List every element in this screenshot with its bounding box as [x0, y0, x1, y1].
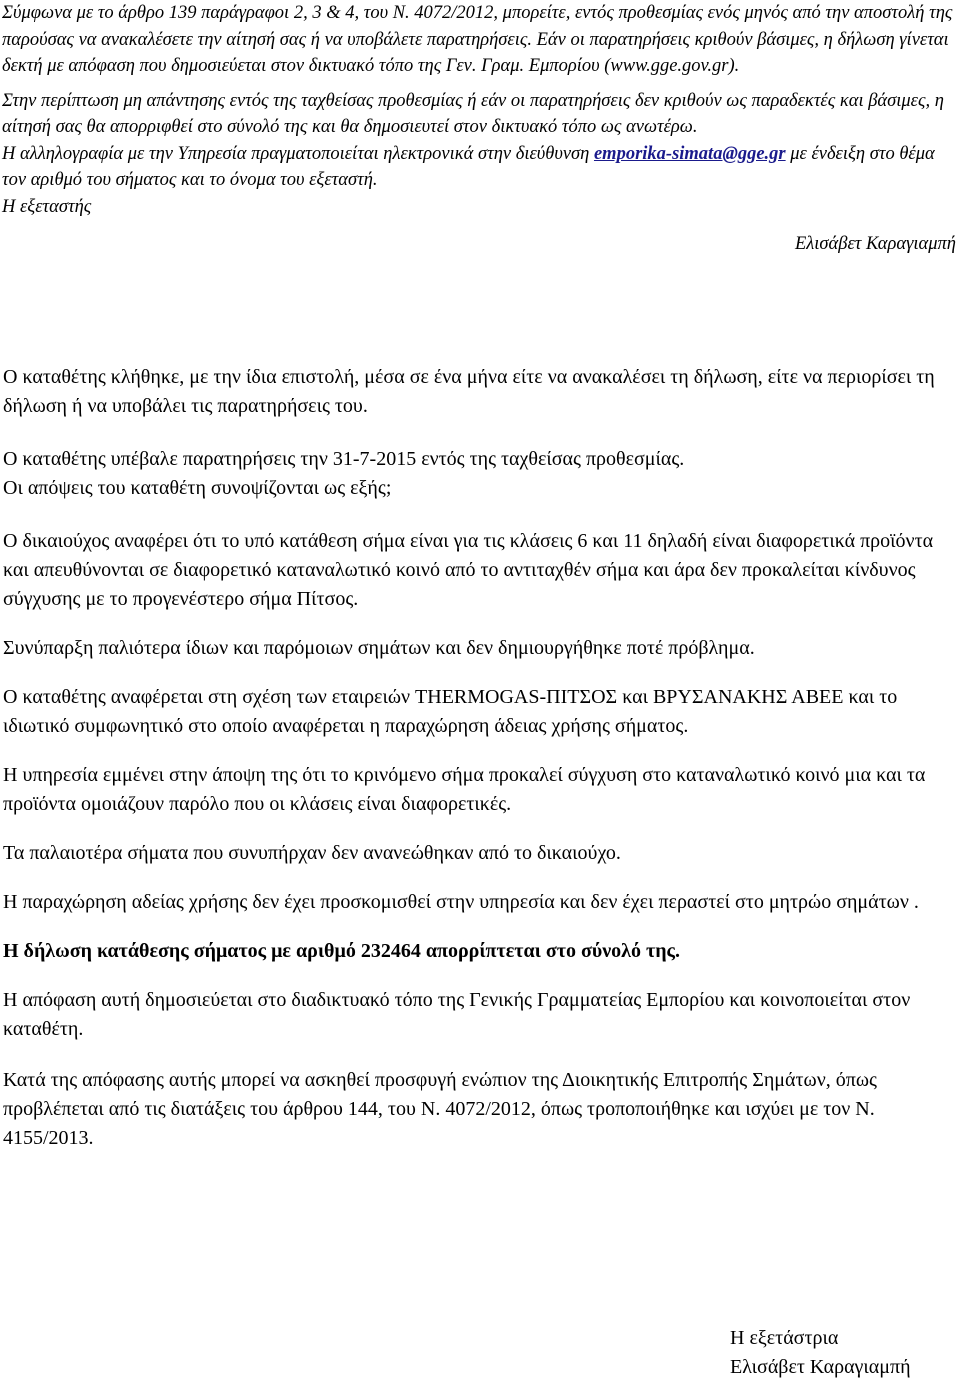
decision-paragraph: Ο καταθέτης αναφέρεται στη σχέση των εταιρειών THERMOGAS-ΠΙΤΣΟΣ και ΒΡΥΣΑΝΑΚΗΣ ΑΒΕΕ και το ιδιωτικό συμφωνητικό στο οποίο αναφέρεται η παραχώρηση άδειας χρήσης σήματος.: [3, 686, 898, 737]
notice-paragraph-1: Σύμφωνα με το άρθρο 139 παράγραφοι 2, 3 & 4, του Ν. 4072/2012, μπορείτε, εντός προθεσμίας ενός μηνός από την αποστολή της παρούσας να ανακαλέσετε την αίτησή σας ή να υποβάλετε παρατηρήσεις. Εάν οι παρατηρήσεις κριθούν βάσιμες, η δήλωση γίνεται δεκτή με απόφαση που δημοσιεύεται στον δικτυακό τόπο της Γεν. Γραμ. Εμπορίου (www.gge.gov.gr).: [2, 3, 953, 76]
decision-paragraph: Η υπηρεσία εμμένει στην άποψη της ότι το κρινόμενο σήμα προκαλεί σύγχυση στο καταναλωτικό κοινό μια και τα προϊόντα ομοιάζουν παρόλο που οι κλάσεις είναι διαφορετικές.: [3, 764, 926, 815]
decision-paragraph: Οι απόψεις του καταθέτη συνοψίζονται ως εξής;: [3, 477, 392, 499]
decision-paragraph: Η παραχώρηση αδείας χρήσης δεν έχει προσκομισθεί στην υπηρεσία και δεν έχει περαστεί στο μητρώο σημάτων .: [3, 891, 919, 913]
email-link[interactable]: emporika-simata@gge.gr: [593, 143, 786, 164]
examiner-name: Ελισάβετ Καραγιαμπή: [794, 234, 956, 254]
signature-title: Η εξετάστρια: [730, 1327, 839, 1349]
decision-paragraph: Τα παλαιοτέρα σήματα που συνυπήρχαν δεν ανανεώθηκαν από το δικαιούχο.: [3, 842, 621, 864]
signature-block: [730, 1324, 911, 1382]
decision-paragraph: Κατά της απόφασης αυτής μπορεί να ασκηθεί προσφυγή ενώπιον της Διοικητικής Επιτροπής Σημάτων, όπως προβλέπεται από τις διατάξεις του άρθρου 144, του Ν. 4072/2012, όπως τροποποιήθηκε και ισχύει με τον Ν. 4155/2013.: [3, 1069, 877, 1149]
decision-verdict: Η δήλωση κατάθεσης σήματος με αριθμό 232464 απορρίπτεται στο σύνολό της.: [3, 940, 680, 962]
notice-block: [0, 0, 960, 258]
decision-paragraph: Ο καταθέτης κλήθηκε, με την ίδια επιστολή, μέσα σε ένα μήνα είτε να ανακαλέσει τη δήλωση, είτε να περιορίσει τη δήλωση ή να υποβάλει τις παρατηρήσεις του.: [3, 366, 935, 417]
decision-paragraph: Συνύπαρξη παλιότερα ίδιων και παρόμοιων σημάτων και δεν δημιουργήθηκε ποτέ πρόβλημα.: [3, 637, 755, 659]
decision-paragraph: Ο δικαιούχος αναφέρει ότι το υπό κατάθεση σήμα είναι για τις κλάσεις 6 και 11 δηλαδή είναι διαφορετικά προϊόντα και απευθύνονται σε διαφορετικό καταναλωτικό κοινό από το αντιταχθέν σήμα και άρα δεν προκαλείται κίνδυνος σύγχυσης με το προγενέστερο σήμα Πίτσος.: [3, 530, 934, 610]
decision-paragraph: Η απόφαση αυτή δημοσιεύεται στο διαδικτυακό τόπο της Γενικής Γραμματείας Εμπορίου και κοινοποιείται στον καταθέτη.: [3, 989, 911, 1040]
examiner-label: Η εξεταστής: [2, 196, 92, 217]
correspondence-prefix: Η αλληλογραφία με την Υπηρεσία πραγματοποιείται ηλεκτρονικά στην διεύθυνση: [2, 143, 594, 164]
notice-paragraph-2: Στην περίπτωση μη απάντησης εντός της ταχθείσας προθεσμίας ή εάν οι παρατηρήσεις δεν κριθούν ως παραδεκτές και βάσιμες, η αίτησή σας θα απορριφθεί στο σύνολό της και θα δημοσιευτεί στον δικτυακό τόπο ως ανωτέρω.: [2, 90, 944, 137]
decision-block: [0, 363, 960, 1153]
signature-name: Ελισάβετ Καραγιαμπή: [730, 1356, 911, 1378]
correspondence-paragraph: [2, 141, 956, 194]
correspondence-suffix: με ένδειξη στο θέμα τον αριθμό του σήματος και το όνομα του εξεταστή.: [2, 143, 935, 190]
decision-paragraph: Ο καταθέτης υπέβαλε παρατηρήσεις την 31-7-2015 εντός της ταχθείσας προθεσμίας.: [3, 448, 685, 470]
